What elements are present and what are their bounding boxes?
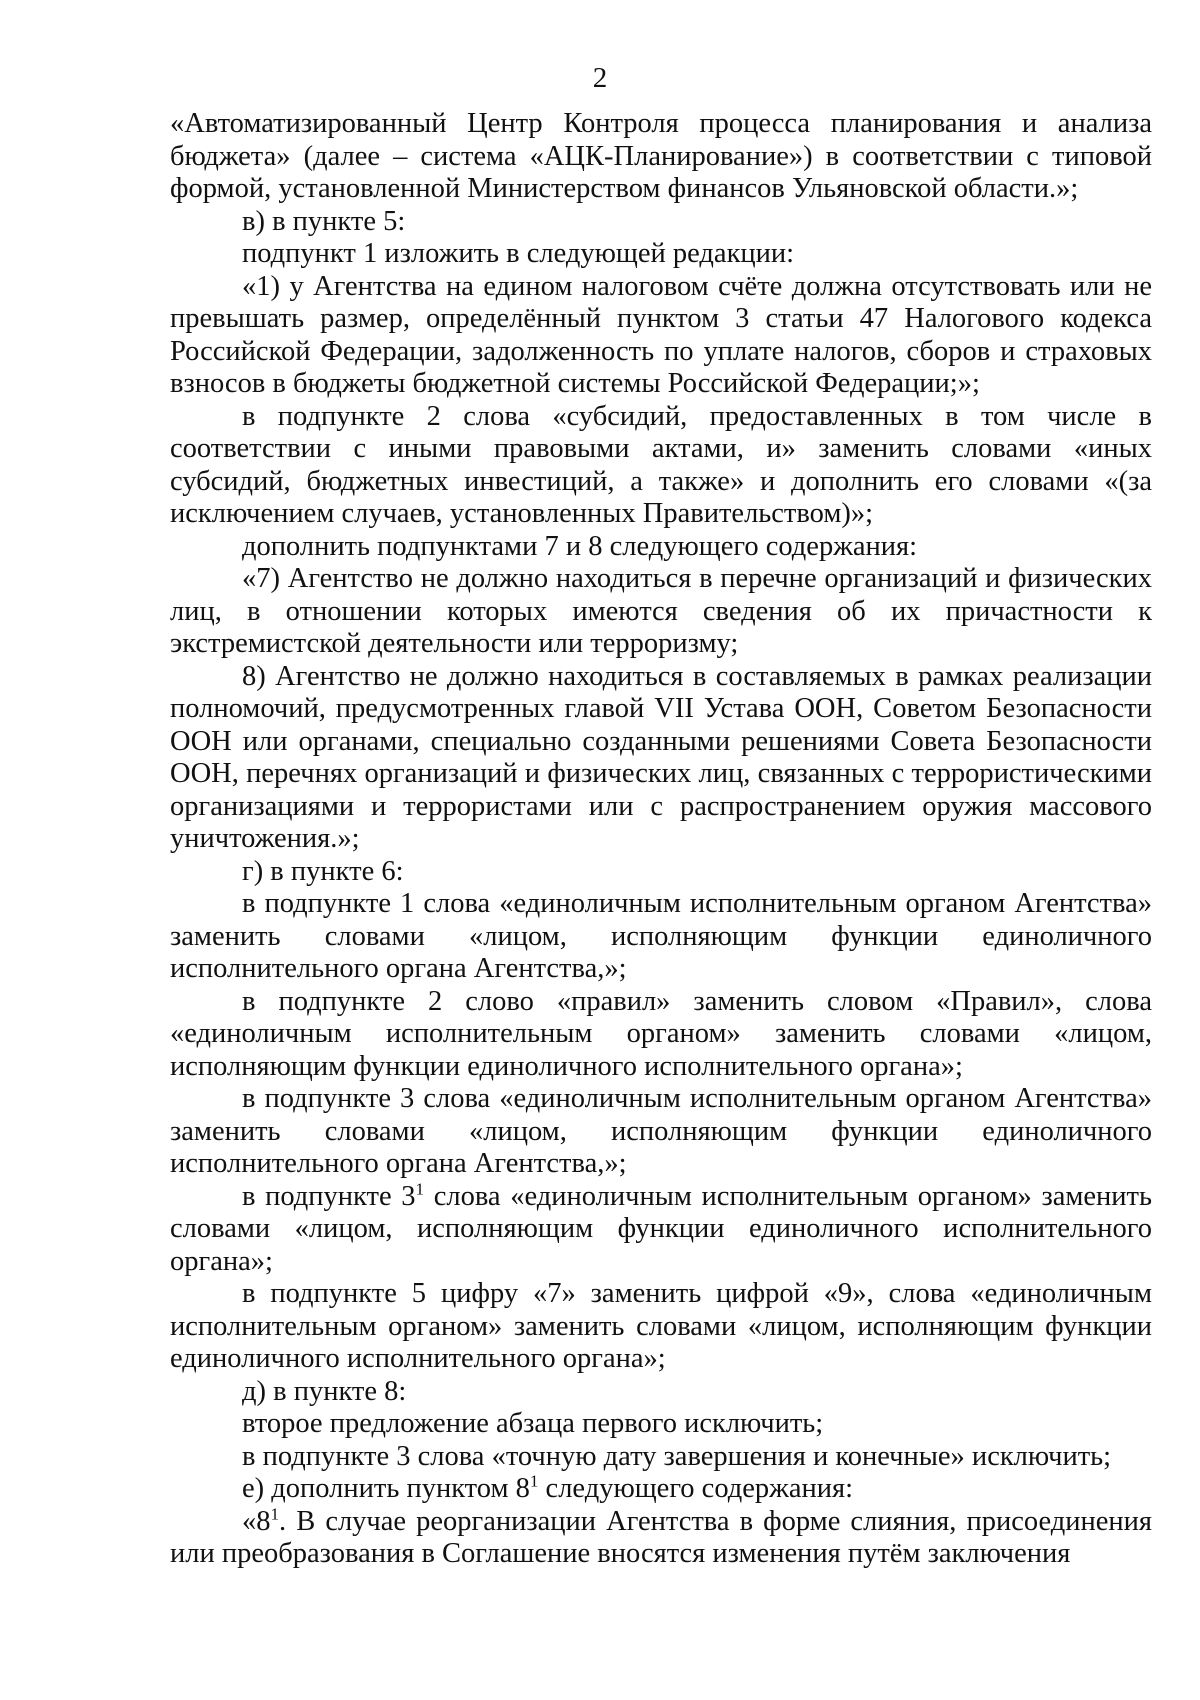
paragraph xyxy=(170,1506,1152,1571)
paragraph: дополнить подпунктами 7 и 8 следующего содержания: xyxy=(242,530,918,562)
paragraph-item-d: д) в пункте 8: xyxy=(242,1375,407,1407)
text-run: . В случае реорганизации Агентства в форме слияния, присоединения или преобразования в Соглашение вносятся изменения путём заключения xyxy=(170,1505,1152,1569)
paragraph xyxy=(170,1181,1152,1279)
paragraph-item-v: в) в пункте 5: xyxy=(242,205,406,237)
page-number: 2 xyxy=(592,62,608,94)
paragraph: подпункт 1 изложить в следующей редакции: xyxy=(242,238,795,269)
text-run: в подпункте 3 xyxy=(242,1180,416,1212)
paragraph: в подпункте 3 слова «точную дату завершения и конечные» исключить; xyxy=(242,1440,1112,1472)
text-run: е) дополнить пунктом 8 xyxy=(242,1473,530,1504)
document-body xyxy=(170,108,1152,1571)
superscript: 1 xyxy=(270,1504,280,1523)
text-run: слова «единоличным исполнительным органом» заменить словами «лицом, исполняющим функции единоличного исполнительного органа»; xyxy=(170,1180,1152,1277)
paragraph-item-g: г) в пункте 6: xyxy=(242,855,404,887)
paragraph-item-e xyxy=(170,1473,1152,1506)
paragraph: в подпункте 5 цифру «7» заменить цифрой «9», слова «единоличным исполнительным органом» заменить словами «лицом, исполняющим функции единоличного исполнительного органа»; xyxy=(170,1278,1152,1374)
paragraph: 8) Агентство не должно находиться в составляемых в рамках реализации полномочий, предусмотренных главой VII Устава ООН, Советом Безопасности ООН или органами, специально созданными решениями Совета Безопасности ООН, перечнях организаций и физических лиц, связанных с террористическими организациями и террористами или с распространением оружия массового уничтожения.»; xyxy=(170,660,1152,854)
paragraph-continuation: «Автоматизированный Центр Контроля процесса планирования и анализа бюджета» (далее – система «АЦК-Планирование») в соответствии с типовой формой, установленной Министерством финансов Ульяновской области.»; xyxy=(170,108,1152,204)
text-run: «8 xyxy=(242,1505,271,1537)
paragraph: «7) Агентство не должно находиться в перечне организаций и физических лиц, в отношении которых имеются сведения об их причастности к экстремистской деятельности или терроризму; xyxy=(170,563,1152,659)
superscript: 1 xyxy=(415,1179,425,1198)
superscript: 1 xyxy=(529,1471,539,1491)
paragraph: в подпункте 3 слова «единоличным исполнительным органом Агентства» заменить словами «лицом, исполняющим функции единоличного исполнительного органа Агентства,»; xyxy=(170,1083,1152,1179)
paragraph: в подпункте 2 слово «правил» заменить словом «Правил», слова «единоличным исполнительным органом» заменить словами «лицом, исполняющим функции единоличного исполнительного органа»; xyxy=(170,985,1152,1082)
paragraph: в подпункте 1 слова «единоличным исполнительным органом Агентства» заменить словами «лицом, исполняющим функции единоличного исполнительного органа Агентства,»; xyxy=(170,888,1152,984)
paragraph: второе предложение абзаца первого исключить; xyxy=(242,1408,824,1439)
paragraph: «1) у Агентства на едином налоговом счёте должна отсутствовать или не превышать размер, определённый пунктом 3 статьи 47 Налогового кодекса Российской Федерации, задолженность по уплате налогов, сборов и страховых взносов в бюджеты бюджетной системы Российской Федерации;»; xyxy=(170,270,1152,399)
text-run: следующего содержания: xyxy=(538,1473,854,1504)
paragraph: в подпункте 2 слова «субсидий, предоставленных в том числе в соответствии с иными правовыми актами, и» заменить словами «иных субсидий, бюджетных инвестиций, а также» и дополнить его словами «(за исключением случаев, установленных Правительством)»; xyxy=(170,400,1152,529)
